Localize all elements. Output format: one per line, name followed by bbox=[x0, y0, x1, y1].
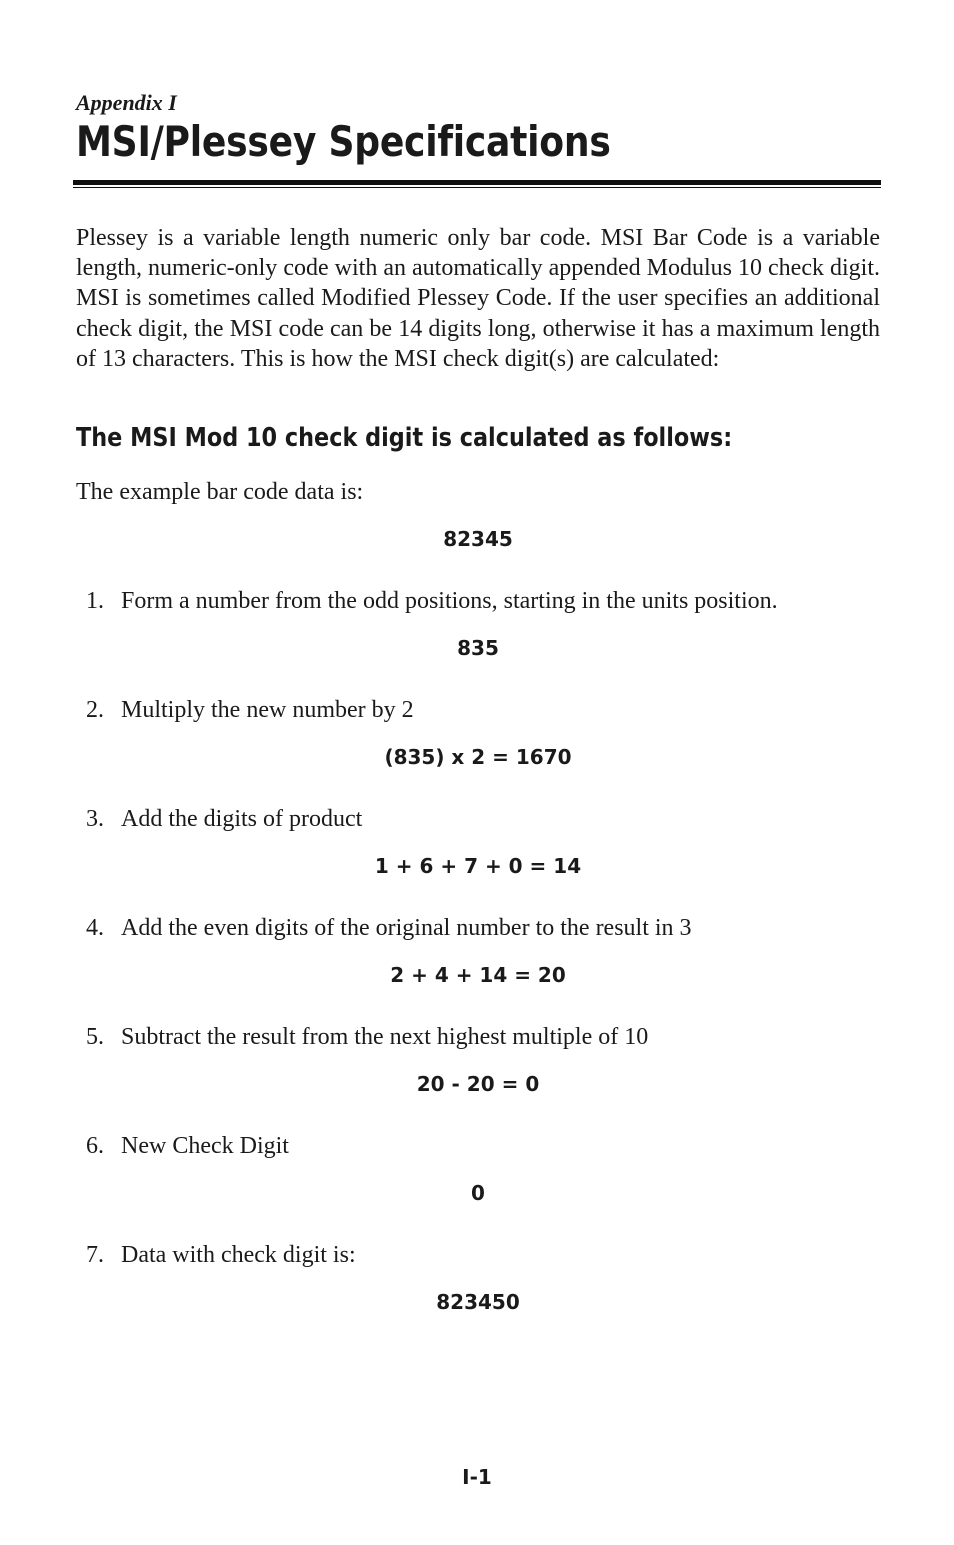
example-label: The example bar code data is: bbox=[76, 479, 364, 505]
step-text: Data with check digit is: bbox=[121, 1242, 356, 1268]
step-number: 1. bbox=[86, 588, 104, 614]
step-text: Multiply the new number by 2 bbox=[121, 697, 414, 723]
step-text: Subtract the result from the next highest multiple of 10 bbox=[121, 1024, 649, 1050]
step-number: 5. bbox=[86, 1024, 104, 1050]
appendix-label: Appendix I bbox=[76, 90, 177, 115]
step-number: 7. bbox=[86, 1242, 104, 1268]
step-7-result: 823450 bbox=[436, 1290, 520, 1314]
step-text: Add the even digits of the original number to the result in 3 bbox=[121, 915, 692, 941]
step-text: Add the digits of product bbox=[121, 806, 363, 832]
step-1-result: 835 bbox=[457, 636, 499, 660]
title-rule-thin bbox=[73, 187, 881, 188]
step-6-result: 0 bbox=[471, 1181, 485, 1205]
page-title: MSI/Plessey Specifications bbox=[76, 117, 611, 166]
step-text: Form a number from the odd positions, starting in the units position. bbox=[121, 588, 778, 614]
step-text: New Check Digit bbox=[121, 1133, 289, 1159]
step-5-result: 20 - 20 = 0 bbox=[416, 1072, 540, 1096]
example-value: 82345 bbox=[443, 527, 513, 551]
step-number: 2. bbox=[86, 697, 104, 723]
step-number: 4. bbox=[86, 915, 104, 941]
step-number: 3. bbox=[86, 806, 104, 832]
intro-paragraph: Plessey is a variable length numeric only bar code. MSI Bar Code is a variable length, numeric-only code with an automatically appended Modulus 10 check digit. MSI is sometimes called Modified Plessey Code. If the user specifies an additional check digit, the MSI code can be 14 digits long, otherwise it has a maximum length of 13 characters. This is how the MSI check digit(s) are calculated: bbox=[76, 225, 880, 372]
document-page bbox=[76, 0, 880, 1545]
step-4-result: 2 + 4 + 14 = 20 bbox=[390, 963, 566, 987]
step-2-result: (835) x 2 = 1670 bbox=[384, 745, 572, 769]
title-rule-thick bbox=[73, 180, 881, 185]
step-number: 6. bbox=[86, 1133, 104, 1159]
section-heading: The MSI Mod 10 check digit is calculated as follows: bbox=[76, 423, 733, 453]
page-number: I-1 bbox=[462, 1465, 492, 1489]
step-3-result: 1 + 6 + 7 + 0 = 14 bbox=[374, 854, 582, 878]
